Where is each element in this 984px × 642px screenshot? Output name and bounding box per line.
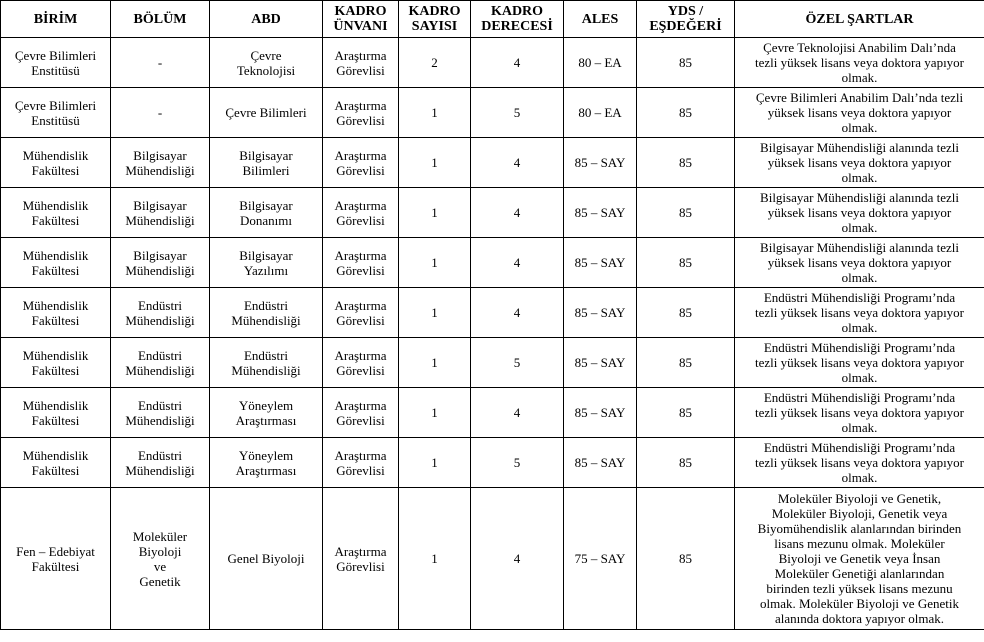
cell-kadro-sayisi: 2 — [399, 38, 471, 88]
cell-ozel-sartlar: Bilgisayar Mühendisliği alanında tezli yüksek lisans veya doktora yapıyor olmak. — [735, 238, 984, 288]
cell-kadro-sayisi: 1 — [399, 338, 471, 388]
cell-kadro-sayisi: 1 — [399, 288, 471, 338]
header-ales: ALES — [564, 1, 637, 38]
cell-kadro-sayisi: 1 — [399, 488, 471, 630]
cell-kadro-unvani: Araştırma Görevlisi — [323, 38, 399, 88]
cell-bolum: Endüstri Mühendisliği — [111, 388, 210, 438]
cell-kadro-unvani: Araştırma Görevlisi — [323, 88, 399, 138]
header-kadro-derecesi: KADRO DERECESİ — [471, 1, 564, 38]
cell-abd: Çevre Bilimleri — [210, 88, 323, 138]
cell-yds: 85 — [637, 288, 735, 338]
table-row — [1, 138, 984, 188]
cell-kadro-unvani: Araştırma Görevlisi — [323, 288, 399, 338]
cell-ozel-sartlar: Çevre Teknolojisi Anabilim Dalı’nda tezli yüksek lisans veya doktora yapıyor olmak. — [735, 38, 984, 88]
cell-kadro-unvani: Araştırma Görevlisi — [323, 438, 399, 488]
cell-ozel-sartlar: Bilgisayar Mühendisliği alanında tezli yüksek lisans veya doktora yapıyor olmak. — [735, 138, 984, 188]
cell-bolum: - — [111, 88, 210, 138]
cell-kadro-sayisi: 1 — [399, 238, 471, 288]
cell-kadro-sayisi: 1 — [399, 138, 471, 188]
cell-bolum: Endüstri Mühendisliği — [111, 288, 210, 338]
header-yds: YDS / EŞDEĞERİ — [637, 1, 735, 38]
cell-kadro-derecesi: 4 — [471, 38, 564, 88]
cell-kadro-derecesi: 4 — [471, 488, 564, 630]
cell-abd: Bilgisayar Donanımı — [210, 188, 323, 238]
cell-kadro-sayisi: 1 — [399, 188, 471, 238]
cell-abd: Bilgisayar Yazılımı — [210, 238, 323, 288]
cell-yds: 85 — [637, 488, 735, 630]
cell-abd: Yöneylem Araştırması — [210, 388, 323, 438]
cell-ales: 85 – SAY — [564, 138, 637, 188]
table-row — [1, 188, 984, 238]
header-birim: BİRİM — [1, 1, 111, 38]
cell-bolum: Endüstri Mühendisliği — [111, 338, 210, 388]
cell-yds: 85 — [637, 438, 735, 488]
cell-bolum: Moleküler Biyoloji ve Genetik — [111, 488, 210, 630]
cell-bolum: Bilgisayar Mühendisliği — [111, 238, 210, 288]
cell-bolum: Bilgisayar Mühendisliği — [111, 138, 210, 188]
cell-kadro-derecesi: 4 — [471, 288, 564, 338]
cell-yds: 85 — [637, 238, 735, 288]
cell-birim: Çevre Bilimleri Enstitüsü — [1, 38, 111, 88]
cell-ales: 85 – SAY — [564, 288, 637, 338]
cell-kadro-sayisi: 1 — [399, 88, 471, 138]
cell-abd: Bilgisayar Bilimleri — [210, 138, 323, 188]
cell-abd: Endüstri Mühendisliği — [210, 288, 323, 338]
cell-abd: Endüstri Mühendisliği — [210, 338, 323, 388]
table-row — [1, 88, 984, 138]
cell-ales: 75 – SAY — [564, 488, 637, 630]
header-kadro-unvani: KADRO ÜNVANI — [323, 1, 399, 38]
table-row — [1, 338, 984, 388]
cell-kadro-sayisi: 1 — [399, 438, 471, 488]
cell-kadro-derecesi: 5 — [471, 338, 564, 388]
cell-birim: Mühendislik Fakültesi — [1, 388, 111, 438]
cell-abd: Yöneylem Araştırması — [210, 438, 323, 488]
cell-yds: 85 — [637, 338, 735, 388]
cell-abd: Çevre Teknolojisi — [210, 38, 323, 88]
cell-ozel-sartlar: Endüstri Mühendisliği Programı’nda tezli yüksek lisans veya doktora yapıyor olmak. — [735, 338, 984, 388]
cell-kadro-unvani: Araştırma Görevlisi — [323, 238, 399, 288]
header-kadro-sayisi: KADRO SAYISI — [399, 1, 471, 38]
cell-ales: 80 – EA — [564, 88, 637, 138]
cell-yds: 85 — [637, 388, 735, 438]
cell-birim: Mühendislik Fakültesi — [1, 138, 111, 188]
table-row — [1, 288, 984, 338]
cell-birim: Mühendislik Fakültesi — [1, 438, 111, 488]
cell-bolum: Bilgisayar Mühendisliği — [111, 188, 210, 238]
cell-ozel-sartlar: Bilgisayar Mühendisliği alanında tezli yüksek lisans veya doktora yapıyor olmak. — [735, 188, 984, 238]
cell-birim: Çevre Bilimleri Enstitüsü — [1, 88, 111, 138]
table-row — [1, 388, 984, 438]
header-abd: ABD — [210, 1, 323, 38]
cell-ozel-sartlar: Endüstri Mühendisliği Programı’nda tezli yüksek lisans veya doktora yapıyor olmak. — [735, 388, 984, 438]
table-row — [1, 488, 984, 630]
cell-bolum: Endüstri Mühendisliği — [111, 438, 210, 488]
cell-bolum: - — [111, 38, 210, 88]
cell-kadro-unvani: Araştırma Görevlisi — [323, 488, 399, 630]
cell-kadro-derecesi: 4 — [471, 388, 564, 438]
cell-ales: 85 – SAY — [564, 438, 637, 488]
cell-ales: 85 – SAY — [564, 238, 637, 288]
header-row — [1, 1, 984, 38]
cell-abd: Genel Biyoloji — [210, 488, 323, 630]
cell-kadro-derecesi: 4 — [471, 138, 564, 188]
cell-kadro-unvani: Araştırma Görevlisi — [323, 188, 399, 238]
cell-kadro-unvani: Araştırma Görevlisi — [323, 338, 399, 388]
cell-birim: Mühendislik Fakültesi — [1, 338, 111, 388]
cell-ozel-sartlar: Moleküler Biyoloji ve Genetik, Moleküler Biyoloji, Genetik veya Biyomühendislik alanlarından birinden lisans mezunu olmak. Moleküler Biyoloji ve Genetik veya İnsan Moleküler Genetiği alanlarından birinden tezli yüksek lisans mezunu olmak. Moleküler Biyoloji ve Genetik alanında doktora yapıyor olmak. — [735, 488, 984, 630]
cell-birim: Mühendislik Fakültesi — [1, 188, 111, 238]
cell-ales: 85 – SAY — [564, 188, 637, 238]
cell-ales: 85 – SAY — [564, 338, 637, 388]
cell-ozel-sartlar: Endüstri Mühendisliği Programı’nda tezli yüksek lisans veya doktora yapıyor olmak. — [735, 438, 984, 488]
cell-birim: Mühendislik Fakültesi — [1, 288, 111, 338]
cell-kadro-unvani: Araştırma Görevlisi — [323, 388, 399, 438]
cell-kadro-derecesi: 4 — [471, 188, 564, 238]
cell-kadro-derecesi: 4 — [471, 238, 564, 288]
cell-kadro-derecesi: 5 — [471, 438, 564, 488]
cell-yds: 85 — [637, 88, 735, 138]
table-row — [1, 38, 984, 88]
header-bolum: BÖLÜM — [111, 1, 210, 38]
cell-ozel-sartlar: Endüstri Mühendisliği Programı’nda tezli yüksek lisans veya doktora yapıyor olmak. — [735, 288, 984, 338]
cell-ozel-sartlar: Çevre Bilimleri Anabilim Dalı’nda tezli yüksek lisans veya doktora yapıyor olmak. — [735, 88, 984, 138]
cell-birim: Mühendislik Fakültesi — [1, 238, 111, 288]
cell-kadro-unvani: Araştırma Görevlisi — [323, 138, 399, 188]
cell-ales: 80 – EA — [564, 38, 637, 88]
table-row — [1, 238, 984, 288]
cell-kadro-sayisi: 1 — [399, 388, 471, 438]
table-row — [1, 438, 984, 488]
cell-birim: Fen – Edebiyat Fakültesi — [1, 488, 111, 630]
cell-kadro-derecesi: 5 — [471, 88, 564, 138]
cell-yds: 85 — [637, 138, 735, 188]
cell-yds: 85 — [637, 38, 735, 88]
header-ozel-sartlar: ÖZEL ŞARTLAR — [735, 1, 984, 38]
cell-yds: 85 — [637, 188, 735, 238]
cell-ales: 85 – SAY — [564, 388, 637, 438]
